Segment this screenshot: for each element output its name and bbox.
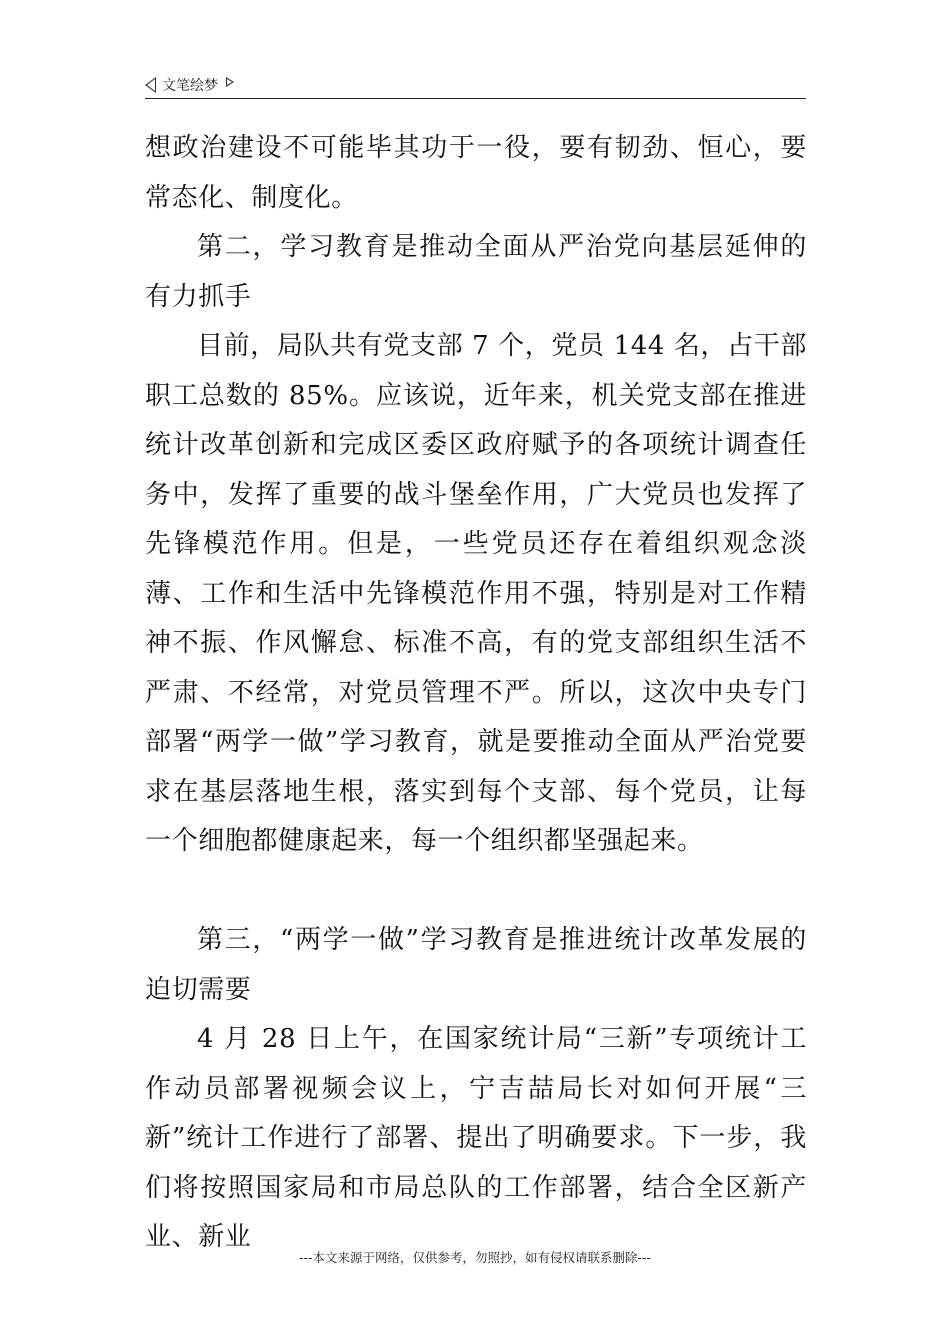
paragraph: 目前，局队共有党支部 7 个，党员 144 名，占干部职工总数的 85%。应该说，近年来，机关党支部在推进统计改革创新和完成区委区政府赋予的各项统计调查任务中，发挥了重要的战斗堡垒作用，广大党员也发挥了先锋模范作用。但是，一些党员还存在着组织观念淡薄、工作和生活中先锋模范作用不强，特别是对工作精神不振、作风懈怠、标准不高，有的党支部组织生活不严肃、不经常，对党员管理不严。所以，这次中央专门部署“两学一做”学习教育，就是要推动全面从严治党要求在基层落地生根，落实到每个支部、每个党员，让每一个细胞都健康起来，每一个组织都坚强起来。 — [145, 331, 807, 856]
triangle-left-icon — [145, 77, 156, 93]
header-divider — [145, 98, 806, 99]
paragraph-gap — [145, 867, 807, 917]
section-heading-2: 第二，学习教育是推动全面从严治党向基层延伸的有力抓手 — [145, 232, 807, 312]
document-body — [145, 124, 807, 1263]
paragraph-continuation: 想政治建设不可能毕其功于一役，要有韧劲、恒心，要常态化、制度化。 — [145, 133, 807, 213]
section-heading-3: 第三，“两学一做”学习教育是推进统计改革发展的迫切需要 — [145, 925, 807, 1005]
paragraph: 4 月 28 日上午，在国家统计局“三新”专项统计工作动员部署视频会议上，宁吉喆局长对如何开展“三新”统计工作进行了部署、提出了明确要求。下一步，我们将按照国家局和市局总队的工作部署，结合全区新产业、新业 — [145, 1024, 807, 1252]
page-header — [145, 74, 805, 96]
triangle-right-icon — [226, 77, 234, 87]
header-title: 文笔绘梦 — [162, 78, 218, 94]
footer-disclaimer: ---本文来源于网络，仅供参考，勿照抄，如有侵权请联系删除--- — [298, 1250, 652, 1265]
